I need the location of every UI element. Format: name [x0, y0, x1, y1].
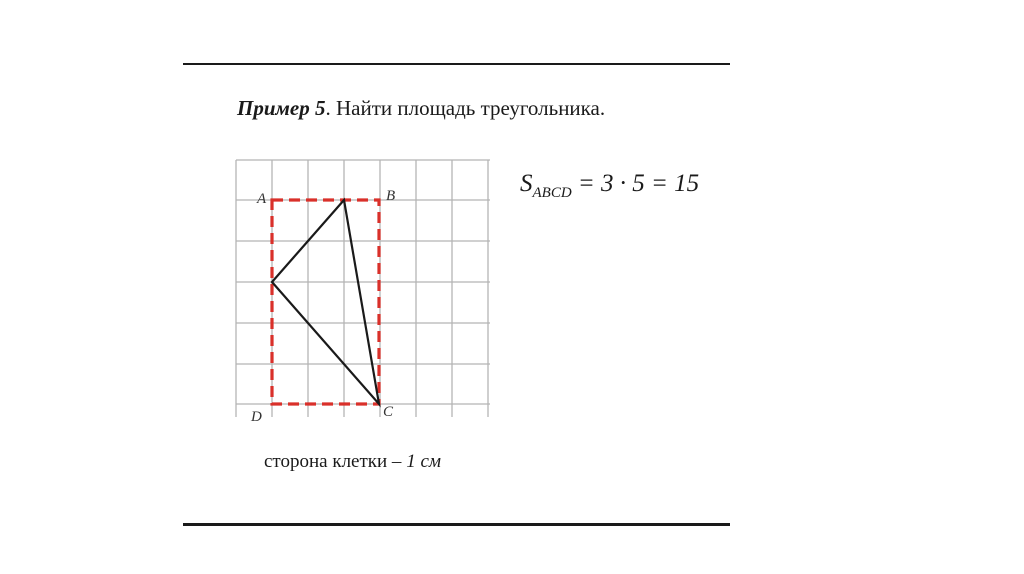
point-label-d: D: [251, 409, 262, 425]
formula-subscript: ABCD: [532, 185, 572, 201]
formula-expression: = 3 · 5 = 15: [571, 170, 700, 197]
point-label-b: B: [386, 188, 396, 204]
rectangle-abcd: [272, 200, 379, 404]
example-label: Пример 5: [237, 96, 326, 120]
task-text: . Найти площадь треугольника.: [325, 96, 606, 120]
point-label-a: A: [257, 191, 267, 207]
caption-text: сторона клетки –: [264, 451, 407, 472]
cell-size-caption: [264, 451, 441, 473]
formula-s: S: [520, 170, 533, 197]
triangle: [272, 200, 379, 404]
bottom-rule: [183, 523, 730, 526]
caption-unit: 1 см: [406, 451, 441, 472]
point-label-c: C: [383, 404, 394, 420]
